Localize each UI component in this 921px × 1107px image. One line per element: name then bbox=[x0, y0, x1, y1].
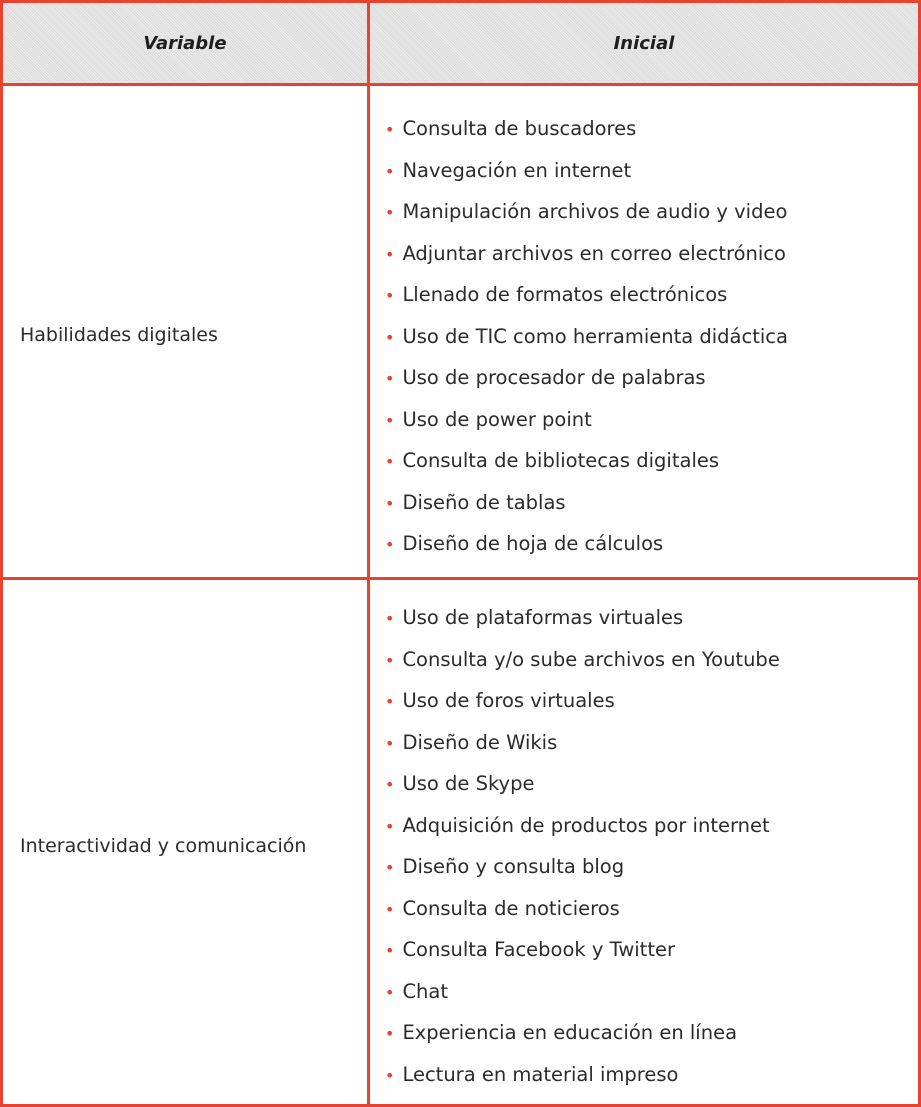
row-label-interactividad: Interactividad y comunicación bbox=[20, 835, 307, 857]
bullet-icon: • bbox=[385, 120, 395, 139]
bullet-icon: • bbox=[385, 1024, 395, 1043]
bullet-icon: • bbox=[385, 327, 395, 347]
list-item: • Uso de plataformas virtuales bbox=[385, 606, 684, 629]
list-item: • Navegación en internet bbox=[385, 158, 632, 182]
table-header bbox=[3, 3, 918, 86]
list-item: • Uso de power point bbox=[385, 407, 592, 431]
bullet-icon: • bbox=[385, 816, 395, 836]
bullet-icon: • bbox=[385, 1065, 395, 1085]
bullet-icon: • bbox=[385, 775, 395, 794]
list-item: • Consulta de noticieros bbox=[385, 896, 620, 920]
item-list-habilidades bbox=[385, 115, 788, 572]
list-item: • Adquisición de productos por internet bbox=[385, 813, 770, 837]
bullet-icon: • bbox=[385, 203, 395, 222]
list-item: • Llenado de formatos electrónicos bbox=[385, 283, 728, 306]
header-variable: Variable bbox=[143, 32, 227, 54]
list-item: • Consulta Facebook y Twitter bbox=[385, 938, 675, 961]
list-item: • Diseño y consulta blog bbox=[385, 855, 625, 878]
bullet-icon: • bbox=[385, 858, 395, 877]
list-item: • Diseño de tablas bbox=[385, 490, 566, 514]
bullet-icon: • bbox=[385, 982, 395, 1002]
bullet-icon: • bbox=[385, 692, 395, 711]
list-item: • Chat bbox=[385, 979, 449, 1003]
bullet-icon: • bbox=[385, 535, 395, 554]
list-item: • Manipulación archivos de audio y video bbox=[385, 200, 788, 223]
list-item: • Lectura en material impreso bbox=[385, 1062, 679, 1086]
bullet-icon: • bbox=[385, 609, 395, 628]
bullet-icon: • bbox=[385, 650, 395, 670]
bullet-icon: • bbox=[385, 452, 395, 471]
bullet-icon: • bbox=[385, 899, 395, 919]
list-item: • Adjuntar archivos en correo electrónico bbox=[385, 241, 786, 265]
bullet-icon: • bbox=[385, 369, 395, 388]
bullet-icon: • bbox=[385, 244, 395, 264]
list-item: • Uso de foros virtuales bbox=[385, 689, 615, 712]
list-item: • Consulta de buscadores bbox=[385, 117, 637, 140]
list-item: • Experiencia en educación en línea bbox=[385, 1021, 738, 1044]
list-item: • Diseño de Wikis bbox=[385, 730, 558, 754]
bullet-icon: • bbox=[385, 161, 395, 181]
row-divider bbox=[3, 577, 918, 580]
item-list-interactividad bbox=[385, 604, 780, 1102]
column-divider bbox=[367, 3, 370, 1104]
header-inicial: Inicial bbox=[613, 32, 675, 54]
list-item: • Uso de TIC como herramienta didáctica bbox=[385, 324, 788, 348]
list-item: • Diseño de hoja de cálculos bbox=[385, 532, 664, 555]
bullet-icon: • bbox=[385, 733, 395, 753]
list-item: • Uso de procesador de palabras bbox=[385, 366, 706, 389]
list-item: • Consulta de bibliotecas digitales bbox=[385, 449, 720, 472]
list-item: • Uso de Skype bbox=[385, 772, 535, 795]
bullet-icon: • bbox=[385, 941, 395, 960]
bullet-icon: • bbox=[385, 286, 395, 305]
row-label-habilidades: Habilidades digitales bbox=[20, 324, 218, 346]
list-item: • Consulta y/o sube archivos en Youtube bbox=[385, 647, 780, 671]
bullet-icon: • bbox=[385, 493, 395, 513]
bullet-icon: • bbox=[385, 410, 395, 430]
